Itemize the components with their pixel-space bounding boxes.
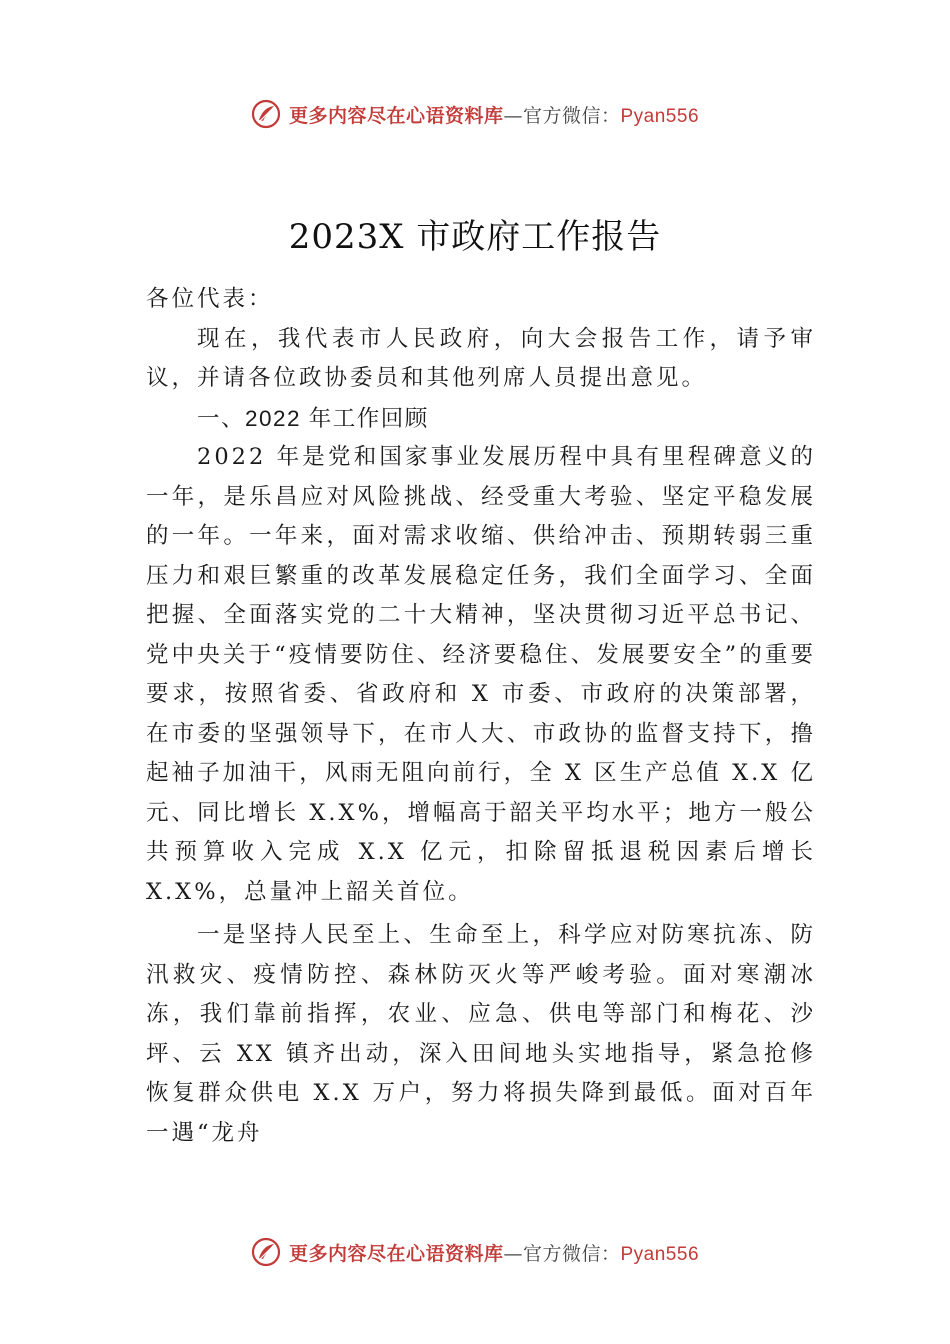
watermark-dash: — [503,104,523,127]
first-point-paragraph: 一是坚持人民至上、生命至上，科学应对防寒抗冻、防汛救灾、疫情防控、森林防灭火等严峻考验。面对寒潮冰冻，我们靠前指挥，农业、应急、供电等部门和梅花、沙坪、云 XX 镇齐出动，深入田间地头实地指导，紧急抢修恢复群众供电 X.X 万户，努力将损失降到最低。面对百年一遇“龙舟 [146,922,816,1146]
watermark-text [289,1239,699,1266]
watermark-lead: 更多内容尽在心语资料库 [288,1242,504,1265]
logo-icon [251,99,281,129]
section-heading: 一、2022 年工作回顾 [197,405,429,431]
watermark-banner-bottom [0,1232,950,1272]
watermark-wechat-label: 官方微信： [522,1242,621,1265]
watermark-wechat-label: 官方微信： [522,104,621,127]
watermark-account: Pyan556 [620,1243,700,1265]
watermark-dash: — [503,1242,523,1265]
watermark-account: Pyan556 [620,105,700,127]
salutation: 各位代表： [146,286,274,312]
document-body [146,280,816,1153]
watermark-text [289,101,699,128]
review-paragraph: 2022 年是党和国家事业发展历程中具有里程碑意义的一年，是乐昌应对风险挑战、经受重大考验、坚定平稳发展的一年。一年来，面对需求收缩、供给冲击、预期转弱三重压力和艰巨繁重的改革发展稳定任务，我们全面学习、全面把握、全面落实党的二十大精神，坚决贯彻习近平总书记、党中央关于“疫情要防住、经济要稳住、发展要安全”的重要要求，按照省委、省政府和 X 市委、市政府的决策部署，在市委的坚强领导下，在市人大、市政协的监督支持下，撸起袖子加油干，风雨无阻向前行，全 X 区生产总值 X.X 亿元、同比增长 X.X%，增幅高于韶关平均水平；地方一般公共预算收入完成 X.X 亿元，扣除留抵退税因素后增长 X.X%，总量冲上韶关首位。 [146,444,816,905]
document-title: 2023X 市政府工作报告 [288,216,662,257]
watermark-banner-top [0,94,950,134]
watermark-lead: 更多内容尽在心语资料库 [288,104,504,127]
intro-paragraph: 现在，我代表市人民政府，向大会报告工作，请予审议，并请各位政协委员和其他列席人员提出意见。 [146,325,816,391]
logo-icon [251,1237,281,1267]
